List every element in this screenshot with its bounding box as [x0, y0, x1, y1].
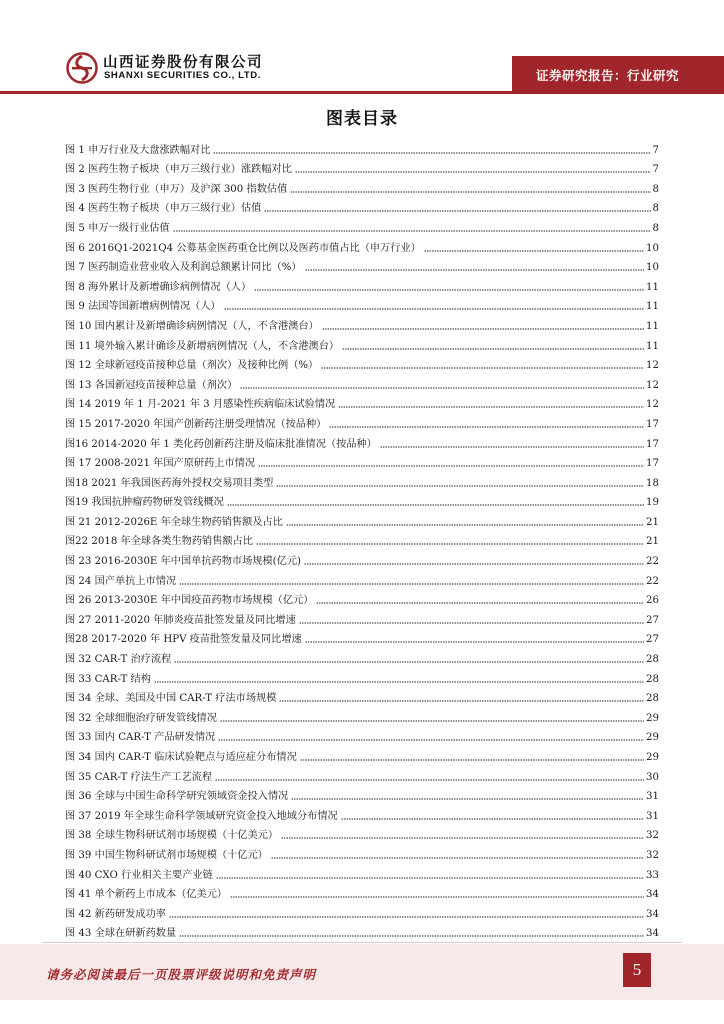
toc-entry[interactable]: [65, 823, 659, 843]
page-title: 图表目录: [326, 109, 398, 129]
toc-entry-page: 8: [652, 183, 659, 195]
toc-entry-page: 12: [646, 399, 659, 411]
toc-entry-label: 图 5 申万一级行业估值: [65, 222, 170, 234]
toc-entry-page: 22: [646, 556, 659, 568]
toc-entry-page: 21: [646, 516, 659, 528]
toc-entry[interactable]: [65, 548, 659, 568]
toc-entry-label: 图 14 2019 年 1 月-2021 年 3 月感染性疾病临床试验情况: [65, 399, 336, 411]
toc-entry[interactable]: [65, 196, 659, 216]
figure-toc-list: [65, 137, 659, 960]
company-name-en: SHANXI SECURITIES CO., LTD.: [104, 70, 261, 81]
toc-dot-leader: [329, 426, 644, 428]
toc-dot-leader: [300, 759, 644, 761]
toc-entry-page: 8: [652, 222, 659, 234]
toc-dot-leader: [271, 857, 644, 859]
toc-entry-label: 图 35 CAR-T 疗法生产工艺流程: [65, 771, 213, 783]
toc-dot-leader: [169, 916, 644, 918]
toc-dot-leader: [216, 877, 644, 879]
toc-dot-leader: [224, 308, 644, 310]
toc-entry-page: 31: [646, 810, 659, 822]
toc-entry-label: 图 43 全球在研新药数量: [65, 928, 177, 940]
toc-entry[interactable]: [65, 764, 659, 784]
toc-entry[interactable]: [65, 627, 659, 647]
toc-dot-leader: [154, 681, 644, 683]
toc-entry[interactable]: [65, 431, 659, 451]
toc-dot-leader: [215, 779, 644, 781]
toc-entry-page: 17: [646, 418, 659, 430]
toc-dot-leader: [179, 583, 644, 585]
toc-entry-label: 图 8 海外累计及新增确诊病例情况（人）: [65, 281, 252, 293]
toc-entry-page: 32: [646, 830, 659, 842]
toc-entry-page: 12: [646, 379, 659, 391]
toc-entry-page: 30: [646, 771, 659, 783]
toc-entry-page: 22: [646, 575, 659, 587]
toc-entry[interactable]: [65, 451, 659, 471]
toc-entry-page: 28: [646, 693, 659, 705]
toc-entry[interactable]: [65, 646, 659, 666]
toc-dot-leader: [321, 367, 644, 369]
report-type-label: 证券研究报告：行业研究: [536, 68, 680, 83]
toc-dot-leader: [218, 739, 644, 741]
toc-dot-leader: [173, 230, 651, 232]
toc-dot-leader: [291, 798, 644, 800]
company-name-cn: 山西证券股份有限公司: [103, 55, 263, 71]
toc-entry-page: 10: [646, 262, 659, 274]
toc-dot-leader: [316, 602, 644, 604]
toc-entry-label: 图22 2018 年全球各类生物药销售额占比: [65, 536, 253, 548]
toc-entry-label: 图 36 全球与中国生命科学研究领域资金投入情况: [65, 791, 289, 803]
toc-dot-leader: [258, 465, 644, 467]
toc-entry[interactable]: [65, 392, 659, 412]
toc-entry[interactable]: [65, 803, 659, 823]
toc-entry-label: 图18 2021 年我国医药海外授权交易项目类型: [65, 477, 274, 489]
toc-entry-label: 图 15 2017-2020 年国产创新药注册受理情况（按品种）: [65, 418, 327, 430]
toc-entry-label: 图 1 申万行业及大盘涨跌幅对比: [65, 144, 211, 156]
toc-entry[interactable]: [65, 490, 659, 510]
toc-dot-leader: [305, 641, 644, 643]
toc-entry-page: 11: [646, 281, 659, 293]
toc-entry-label: 图 33 CAR-T 结构: [65, 673, 151, 685]
toc-entry-label: 图 39 中国生物科研试剂市场规模（十亿元）: [65, 849, 268, 861]
toc-entry-label: 图 3 医药生物行业（申万）及沪深 300 指数估值: [65, 183, 288, 195]
toc-entry-page: 11: [646, 320, 659, 332]
toc-entry-page: 29: [646, 712, 659, 724]
toc-entry[interactable]: [65, 901, 659, 921]
toc-entry-label: 图 13 各国新冠疫苗接种总量（剂次）: [65, 379, 238, 391]
toc-entry-page: 31: [646, 791, 659, 803]
toc-entry[interactable]: [65, 176, 659, 196]
shanxi-securities-logo-icon: [66, 52, 98, 84]
toc-entry-page: 34: [646, 908, 659, 920]
toc-entry-page: 17: [646, 458, 659, 470]
toc-entry-label: 图 17 2008-2021 年国产原研药上市情况: [65, 458, 256, 470]
toc-entry[interactable]: [65, 294, 659, 314]
toc-entry-page: 8: [652, 203, 659, 215]
toc-entry-label: 图 34 国内 CAR-T 临床试验靶点与适应症分布情况: [65, 752, 297, 763]
toc-entry[interactable]: [65, 215, 659, 235]
toc-entry-page: 34: [646, 928, 659, 940]
toc-entry[interactable]: [65, 313, 659, 333]
toc-entry-label: 图 40 CXO 行业相关主要产业链: [65, 869, 213, 881]
toc-dot-leader: [264, 210, 650, 212]
toc-entry[interactable]: [65, 353, 659, 373]
toc-entry-label: 图 37 2019 年全球生命科学领域研究资金投入地域分布情况: [65, 810, 338, 822]
toc-entry-page: 11: [646, 340, 659, 352]
toc-dot-leader: [286, 524, 644, 526]
page-number: 5: [623, 953, 651, 987]
toc-entry-label: 图 42 新药研发成功率: [65, 908, 166, 920]
toc-entry-label: 图 32 CAR-T 治疗流程: [65, 654, 172, 666]
toc-entry-label: 图 41 单个新药上市成本（亿美元）: [65, 889, 228, 901]
toc-entry-page: 26: [646, 595, 659, 607]
toc-entry-label: 图 7 医药制造业营业收入及利润总额累计同比（%）: [65, 262, 302, 274]
toc-entry-label: 图 21 2012-2026E 年全球生物药销售额及占比: [65, 516, 283, 528]
toc-entry-page: 17: [646, 438, 659, 450]
toc-entry-label: 图 2 医药生物子板块（申万三级行业）涨跌幅对比: [65, 164, 292, 176]
toc-dot-leader: [304, 563, 644, 565]
footer-disclaimer: 请务必阅读最后一页股票评级说明和免责声明: [46, 967, 317, 982]
toc-entry[interactable]: [65, 333, 659, 353]
toc-entry-label: 图 32 全球细胞治疗研发管线情况: [65, 712, 217, 724]
toc-entry[interactable]: [65, 509, 659, 529]
toc-dot-leader: [299, 622, 644, 624]
toc-entry[interactable]: [65, 686, 659, 706]
toc-dot-leader: [342, 348, 644, 350]
toc-dot-leader: [290, 191, 650, 193]
toc-dot-leader: [227, 504, 644, 506]
toc-entry-label: 图 4 医药生物子板块（申万三级行业）估值: [65, 203, 262, 215]
toc-entry-label: 图 10 国内累计及新增确诊病例情况（人，不含港澳台）: [65, 320, 319, 332]
toc-dot-leader: [174, 661, 644, 663]
toc-dot-leader: [179, 935, 644, 937]
toc-entry[interactable]: [65, 744, 659, 764]
toc-entry[interactable]: [65, 411, 659, 431]
toc-entry[interactable]: [65, 607, 659, 627]
toc-entry-page: 27: [646, 614, 659, 626]
toc-entry[interactable]: [65, 568, 659, 588]
toc-entry[interactable]: [65, 666, 659, 686]
toc-entry[interactable]: [65, 529, 659, 549]
toc-entry[interactable]: [65, 842, 659, 862]
toc-entry[interactable]: [65, 137, 659, 157]
toc-entry-label: 图 24 国产单抗上市情况: [65, 575, 177, 587]
toc-dot-leader: [322, 328, 644, 330]
toc-entry-page: 28: [646, 673, 659, 685]
toc-entry-label: 图28 2017-2020 年 HPV 疫苗批签发量及同比增速: [65, 634, 302, 646]
toc-dot-leader: [256, 543, 644, 545]
toc-entry[interactable]: [65, 725, 659, 745]
toc-dot-leader: [230, 896, 644, 898]
toc-entry-label: 图 33 国内 CAR-T 产品研发情况: [65, 732, 216, 744]
toc-entry[interactable]: [65, 921, 659, 941]
toc-entry-page: 33: [646, 869, 659, 881]
toc-entry-label: 图 34 全球、美国及中国 CAR-T 疗法市场规模: [65, 693, 277, 705]
toc-dot-leader: [305, 269, 644, 271]
toc-dot-leader: [295, 171, 651, 173]
toc-entry-page: 21: [646, 536, 659, 548]
toc-entry[interactable]: [65, 882, 659, 902]
toc-entry-page: 19: [646, 497, 659, 509]
toc-dot-leader: [279, 700, 644, 702]
toc-entry[interactable]: [65, 372, 659, 392]
toc-dot-leader: [276, 485, 644, 487]
toc-entry-page: 28: [646, 654, 659, 666]
toc-entry-label: 图 38 全球生物科研试剂市场规模（十亿美元）: [65, 830, 279, 842]
toc-entry[interactable]: [65, 255, 659, 275]
toc-entry-label: 图 12 全球新冠疫苗接种总量（剂次）及接种比例（%）: [65, 360, 319, 372]
toc-entry[interactable]: [65, 784, 659, 804]
toc-dot-leader: [341, 818, 644, 820]
page-header: [0, 0, 724, 100]
report-type-tab: [512, 56, 724, 94]
footer-rule: [42, 942, 682, 943]
toc-entry-page: 32: [646, 849, 659, 861]
toc-entry-label: 图 26 2013-2030E 年中国疫苗药物市场规模（亿元）: [65, 595, 314, 607]
toc-entry-label: 图 27 2011-2020 年肺炎疫苗批签发量及同比增速: [65, 614, 296, 626]
toc-dot-leader: [220, 720, 644, 722]
toc-entry[interactable]: [65, 274, 659, 294]
toc-entry[interactable]: [65, 705, 659, 725]
toc-dot-leader: [213, 152, 650, 154]
toc-entry-page: 34: [646, 889, 659, 901]
toc-entry-page: 7: [652, 144, 659, 156]
toc-entry-page: 27: [646, 634, 659, 646]
toc-entry[interactable]: [65, 235, 659, 255]
toc-entry-page: 29: [646, 752, 659, 763]
toc-entry[interactable]: [65, 588, 659, 608]
toc-dot-leader: [424, 250, 644, 252]
toc-entry-page: 11: [646, 301, 659, 313]
toc-dot-leader: [338, 406, 644, 408]
toc-dot-leader: [240, 387, 644, 389]
toc-entry-label: 图 23 2016-2030E 年中国单抗药物市场规模(亿元): [65, 556, 301, 568]
toc-entry-page: 10: [646, 242, 659, 254]
toc-entry-page: 18: [646, 477, 659, 489]
toc-entry-label: 图 6 2016Q1-2021Q4 公募基金医药重仓比例以及医药市值占比（申万行业）: [65, 242, 421, 254]
toc-entry-page: 29: [646, 732, 659, 744]
toc-entry-page: 7: [652, 164, 659, 176]
toc-dot-leader: [254, 289, 644, 291]
toc-dot-leader: [281, 837, 644, 839]
toc-entry[interactable]: [65, 862, 659, 882]
toc-entry-label: 图19 我国抗肿瘤药物研发管线概况: [65, 497, 224, 509]
toc-entry[interactable]: [65, 470, 659, 490]
toc-entry-label: 图16 2014-2020 年 1 类化药创新药注册及临床批准情况（按品种）: [65, 438, 377, 450]
toc-entry-label: 图 9 法国等国新增病例情况（人）: [65, 301, 221, 313]
toc-entry[interactable]: [65, 157, 659, 177]
toc-dot-leader: [380, 446, 644, 448]
toc-entry-label: 图 11 境外输入累计确诊及新增病例情况（人，不含港澳台）: [65, 340, 340, 352]
toc-entry-page: 12: [646, 360, 659, 372]
